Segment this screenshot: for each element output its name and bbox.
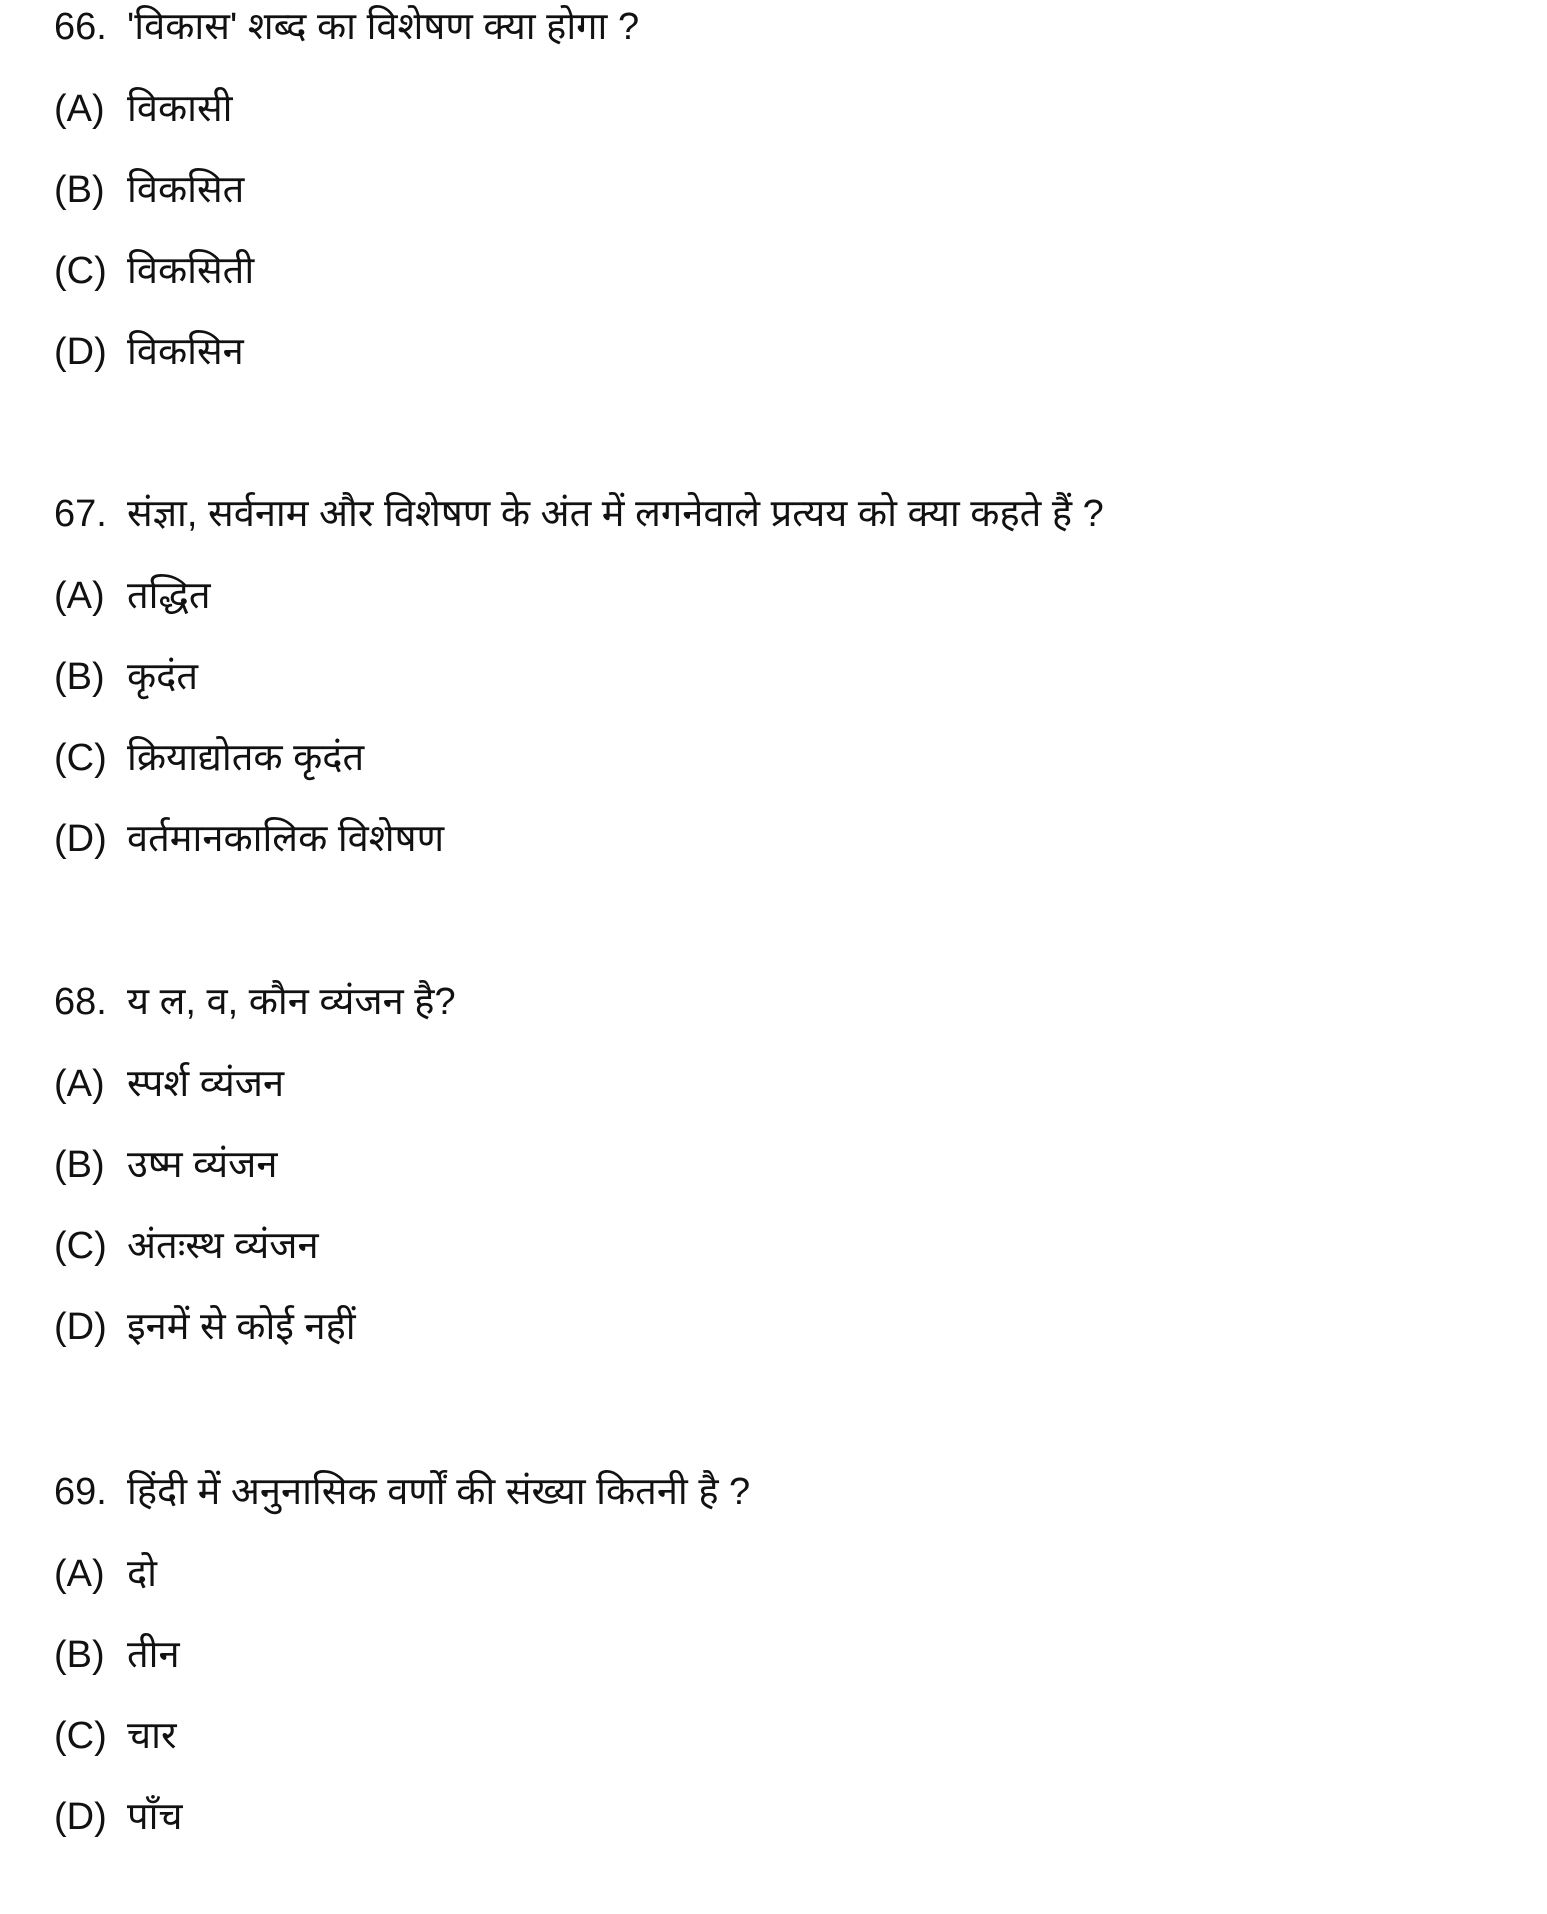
option-text: पाँच xyxy=(127,1796,183,1838)
option-label: (D) xyxy=(54,818,107,860)
question-line xyxy=(54,977,456,1027)
option xyxy=(54,327,244,377)
question-text: हिंदी में अनुनासिक वर्णों की संख्या कितनी है ? xyxy=(127,1471,751,1513)
option xyxy=(54,1630,180,1680)
option xyxy=(54,1711,177,1761)
option-label: (C) xyxy=(54,1715,107,1757)
question-number: 66. xyxy=(54,6,107,48)
option xyxy=(54,1549,157,1599)
option-text: वर्तमानकालिक विशेषण xyxy=(127,818,445,860)
option xyxy=(54,1059,284,1109)
option-text: विकासी xyxy=(127,88,233,130)
option xyxy=(54,571,211,621)
option xyxy=(54,1792,183,1842)
option xyxy=(54,165,244,215)
option-label: (B) xyxy=(54,1144,105,1186)
question-line xyxy=(54,2,639,52)
option-text: विकसिती xyxy=(127,250,255,292)
option-text: इनमें से कोई नहीं xyxy=(127,1306,356,1348)
option-label: (D) xyxy=(54,331,107,373)
question-number: 69. xyxy=(54,1471,107,1513)
option-label: (C) xyxy=(54,250,107,292)
option xyxy=(54,1302,356,1352)
option-label: (A) xyxy=(54,575,105,617)
option-text: उष्म व्यंजन xyxy=(127,1144,278,1186)
option-label: (D) xyxy=(54,1306,107,1348)
option-label: (C) xyxy=(54,1225,107,1267)
question-number: 68. xyxy=(54,981,107,1023)
option xyxy=(54,1140,277,1190)
option-label: (C) xyxy=(54,737,107,779)
question-text: य ल, व, कौन व्यंजन है? xyxy=(127,981,456,1023)
option-label: (A) xyxy=(54,1063,105,1105)
option xyxy=(54,652,198,702)
option-text: तद्धित xyxy=(127,575,211,617)
option-text: विकसिन xyxy=(127,331,244,373)
option xyxy=(54,246,254,296)
option-text: क्रियाद्योतक कृदंत xyxy=(127,737,365,779)
option-text: कृदंत xyxy=(127,656,199,698)
option-label: (B) xyxy=(54,169,105,211)
option-label: (B) xyxy=(54,1634,105,1676)
option-text: स्पर्श व्यंजन xyxy=(127,1063,285,1105)
question-line xyxy=(54,1467,750,1517)
option-text: तीन xyxy=(127,1634,180,1676)
option xyxy=(54,814,444,864)
question-number: 67. xyxy=(54,493,107,535)
question-text: 'विकास' शब्द का विशेषण क्या होगा ? xyxy=(127,6,640,48)
option-text: चार xyxy=(127,1715,177,1757)
option-text: दो xyxy=(127,1553,158,1595)
question-line xyxy=(54,489,1104,539)
option-label: (A) xyxy=(54,1553,105,1595)
question-text: संज्ञा, सर्वनाम और विशेषण के अंत में लगनेवाले प्रत्यय को क्या कहते हैं ? xyxy=(127,493,1104,535)
option-text: अंतःस्थ व्यंजन xyxy=(127,1225,319,1267)
option xyxy=(54,733,364,783)
option-text: विकसित xyxy=(127,169,245,211)
option-label: (A) xyxy=(54,88,105,130)
option-label: (B) xyxy=(54,656,105,698)
option-label: (D) xyxy=(54,1796,107,1838)
option xyxy=(54,84,233,134)
option xyxy=(54,1221,319,1271)
